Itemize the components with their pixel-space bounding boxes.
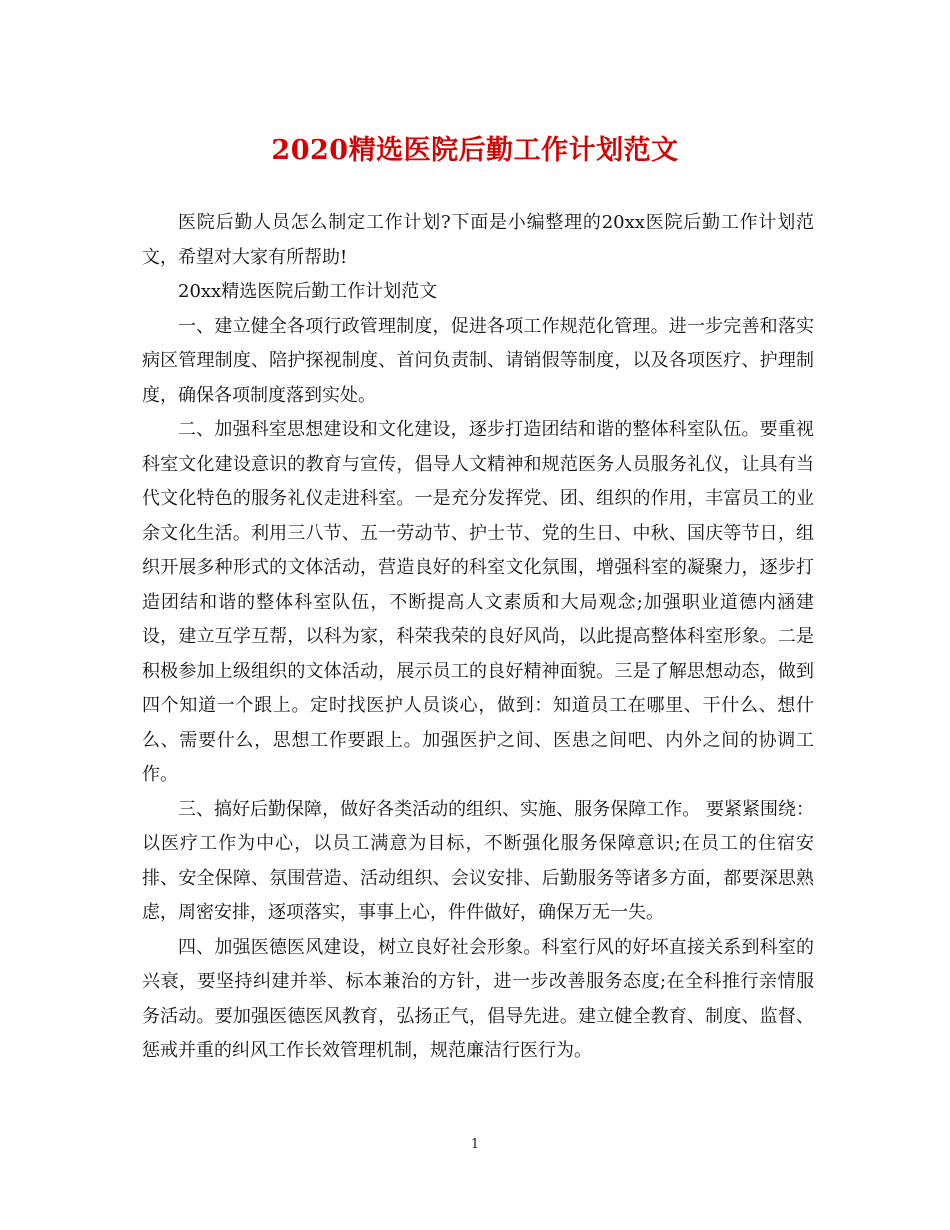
paragraph-intro: 医院后勤人员怎么制定工作计划?下面是小编整理的20xx医院后勤工作计划范文，希望对大家有所帮助! (142, 212, 814, 268)
paragraph-section-3: 三、搞好后勤保障，做好各类活动的组织、实施、服务保障工作。 要紧紧围绕：以医疗工作为中心，以员工满意为目标，不断强化服务保障意识;在员工的住宿安排、安全保障、氛围营造、活动组织、会议安排、后勤服务等诸多方面，都要深思熟虑，周密安排，逐项落实，事事上心，件件做好，确保万无一失。 (142, 798, 814, 923)
paragraph-subtitle: 20xx精选医院后勤工作计划范文 (178, 281, 438, 302)
paragraph-section-4: 四、加强医德医风建设，树立良好社会形象。科室行风的好坏直接关系到科室的兴衰，要坚持纠建并举、标本兼治的方针，进一步改善服务态度;在全科推行亲情服务活动。要加强医德医风教育，弘扬正气，倡导先进。建立健全教育、制度、监督、惩戒并重的纠风工作长效管理机制，规范廉洁行医行为。 (142, 936, 814, 1061)
paragraph-section-2: 二、加强科室思想建设和文化建设，逐步打造团结和谐的整体科室队伍。要重视科室文化建设意识的教育与宣传，倡导人文精神和规范医务人员服务礼仪，让具有当代文化特色的服务礼仪走进科室。一是充分发挥党、团、组织的作用，丰富员工的业余文化生活。利用三八节、五一劳动节、护士节、党的生日、中秋、国庆等节日，组织开展多种形式的文体活动，营造良好的科室文化氛围，增强科室的凝聚力，逐步打造团结和谐的整体科室队伍，不断提高人文素质和大局观念;加强职业道德内涵建设，建立互学互帮，以科为家，科荣我荣的良好风尚，以此提高整体科室形象。二是积极参加上级组织的文体活动，展示员工的良好精神面貌。三是了解思想动态，做到四个知道一个跟上。定时找医护人员谈心，做到：知道员工在哪里、干什么、想什么、需要什么，思想工作要跟上。加强医护之间、医患之间吧、内外之间的协调工作。 (142, 419, 814, 785)
page-number: 1 (470, 1137, 480, 1152)
paragraph-section-1: 一、建立健全各项行政管理制度，促进各项工作规范化管理。进一步完善和落实病区管理制度、陪护探视制度、首问负责制、请销假等制度，以及各项医疗、护理制度，确保各项制度落到实处。 (142, 315, 814, 406)
document-body (142, 206, 814, 1069)
page-title: 2020精选医院后勤工作计划范文 (271, 135, 679, 166)
